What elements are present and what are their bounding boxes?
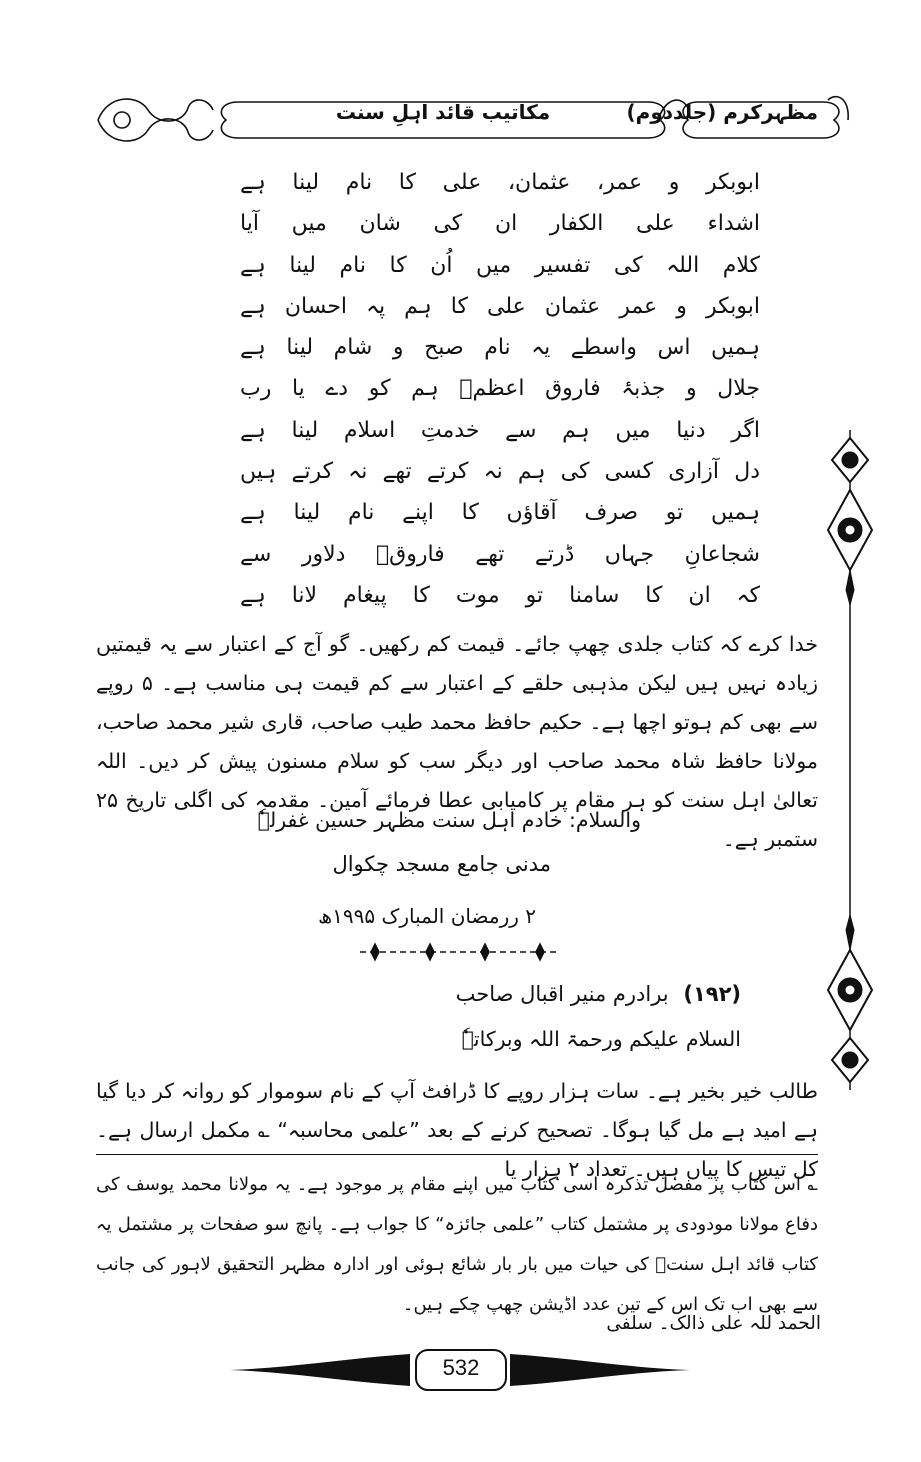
poem-line: اگر دنیا میں ہم سے خدمتِ اسلام لینا ہے [240,417,760,443]
footnote-sign: الحمد للہ علی ذالک۔ سلفی [606,1313,821,1334]
margin-ornament [820,430,880,1090]
poem-line: ابوبکر و عمر عثمان علی کا ہم پہ احسان ہے [240,293,760,319]
poem-line: ہمیں تو صرف آقاؤں کا اپنے نام لینا ہے [240,500,760,526]
poem-line: جلال و جذبۂ فاروق اعظمؓ ہم کو دے یا رب [240,376,760,402]
footnote-rule [96,1154,818,1155]
poem-line: کلام اللہ کی تفسیر میں اُن کا نام لینا ہے [240,252,760,278]
poem-line: دل آزاری کسی کی ہم نہ کرتے تھے نہ کرتے ہیں [240,459,760,485]
signature-date: ۲ ررمضان المبارک ۱۹۹۵ھ [318,904,536,928]
letter-body: طالب خیر بخیر ہے۔ سات ہزار روپے کا ڈرافٹ آپ کے نام سوموار کو روانہ کر دیا گیا ہے امید ہے مل گیا ہوگا۔ تصحیح کرنے کے بعد ”علمی محاسبہ“ ؎ مکمل ارسال ہے۔ کل تیس کا پیاں ہیں۔ تعداد ۲ ہزار یا [96,1079,818,1181]
poem [240,162,760,616]
page-header [88,88,858,150]
letter-paragraph: خدا کرے کہ کتاب جلدی چھپ جائے۔ قیمت کم رکھیں۔ گو آج کے اعتبار سے یہ قیمتیں زیادہ نہیں ہیں لیکن مذہبی حلقے کے اعتبار سے کم قیمت ہی مناسب ہے۔ ۵ روپے سے بھی کم ہوتو اچھا ہے۔ حکیم حافظ محمد طیب صاحب، قاری شیر محمد صاحب، مولانا حافظ شاہ محمد صاحب اور دیگر سب کو سلام مسنون پیش کر دیں۔ اللہ تعالیٰ اہل سنت کو ہر مقام پر کامیابی عطا فرمائے آمین۔ مقدمہ کی اگلی تاریخ ۲۵ ستمبر ہے۔ [96,632,818,851]
letter-greeting: السلام علیکم ورحمۃ اللہ وبرکاتہٗ [461,1027,741,1051]
signature-line: والسلام: خادم اہل سنت مظہر حسین غفرلہٗ [257,808,641,832]
letter-number: (۱۹۲) [683,982,741,1006]
letter-heading [456,982,741,1006]
page-number: 532 [442,1355,480,1380]
volume-title: مظہرکرم (جلددوم) [626,100,818,124]
poem-line: ابوبکر و عمر، عثمان، علی کا نام لینا ہے [240,170,760,195]
poem-line: کہ ان کا سامنا تو موت کا پیغام لانا ہے [240,582,760,608]
poem-line: اشداء علی الکفار ان کی شان میں آیا [240,211,760,237]
poem-line: ہمیں اس واسطے یہ نام صبح و شام لینا ہے [240,335,760,361]
section-divider [360,940,560,964]
footnote-text: ؎ اس کتاب پر مفصل تذکرہ اسی کتاب میں اپنے مقام پر موجود ہے۔ یہ مولانا محمد یوسف کی دفاع مولانا مودودی پر مشتمل کتاب ”علمی جائزہ“ کا جواب ہے۔ پانچ سو صفحات پر مشتمل یہ کتاب قائد اہل سنتؒ کی حیات میں بار بار شائع ہوئی اور ادارہ مظہر التحقیق لاہور کی جانب سے بھی اب تک اس کے تین عدد اڈیشن چھپ چکے ہیں۔ [96,1174,818,1315]
poem-line: شجاعانِ جہاں ڈرتے تھے فاروقؓ دلاور سے [240,541,760,567]
signature-place: مدنی جامع مسجد چکوال [332,852,551,876]
letter-recipient: برادرم منیر اقبال صاحب [455,982,669,1006]
book-title: مکاتیب قائد اہلِ سنت [335,100,551,124]
